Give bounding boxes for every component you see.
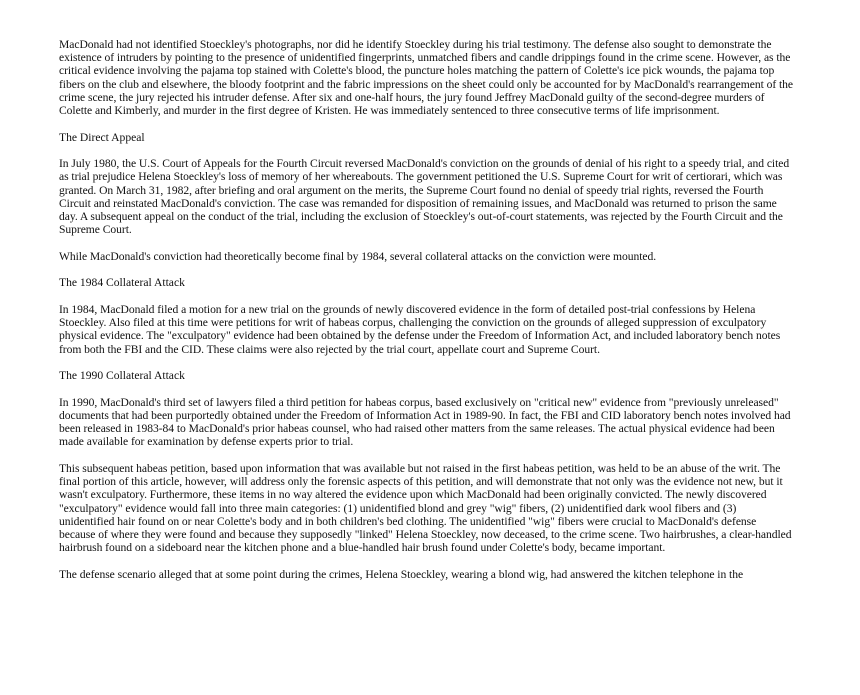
paragraph-1984-collateral-attack: In 1984, MacDonald filed a motion for a new trial on the grounds of newly discovered evidence in the form of detailed post-trial confessions by Helena Stoeckley. Also filed at this time were petitions for writ of habeas corpus, challenging the conviction on the grounds of alleged suppression of exculpatory physical evidence. The "exculpatory" evidence had been obtained by the defense under the Freedom of Information Act, and included laboratory bench notes from both the FBI and the CID. These claims were also rejected by the trial court, appellate court and Supreme Court. bbox=[59, 303, 781, 356]
paragraph-trial-verdict: MacDonald had not identified Stoeckley's photographs, nor did he identify Stoeckley during his trial testimony. The defense also sought to demonstrate the existence of intruders by pointing to the presence of unidentified fingerprints, unmatched fibers and candle drippings found in the crime scene. However, as the critical evidence involving the pajama top stained with Colette's blood, the puncture holes matching the pattern of Colette's ice pick wounds, the pajama top fibers on the club and elsewhere, the bloody footprint and the fabric impressions on the sheet could only be accounted for by MacDonald's rearrangement of the crime scene, the jury rejected his intruder defense. After six and one-half hours, the jury found Jeffrey MacDonald guilty of the second-degree murders of Colette and Kimberly, and murder in the first degree of Kristen. He was immediately sentenced to three consecutive terms of life imprisonment. bbox=[59, 38, 794, 118]
heading-1990-collateral-attack: The 1990 Collateral Attack bbox=[59, 369, 185, 383]
heading-1984-collateral-attack: The 1984 Collateral Attack bbox=[59, 276, 185, 290]
paragraph-collateral-intro: While MacDonald's conviction had theoretically become final by 1984, several collateral attacks on the conviction were mounted. bbox=[59, 249, 657, 263]
heading-direct-appeal: The Direct Appeal bbox=[59, 130, 145, 144]
paragraph-1990-collateral-attack: In 1990, MacDonald's third set of lawyers filed a third petition for habeas corpus, based exclusively on "critical new" evidence from "previously unreleased" documents that had been purportedly obtained under the Freedom of Information Act in 1989-90. In fact, the FBI and CID laboratory bench notes involved had been released in 1983-84 to MacDonald's prior habeas counsel, who had raised other matters from the same releases. The actual physical evidence had been made available for examination by defense experts prior to trial. bbox=[59, 395, 791, 449]
paragraph-habeas-petition-forensics: This subsequent habeas petition, based upon information that was available but not raised in the first habeas petition, was held to be an abuse of the writ. The final portion of this article, however, will address only the forensic aspects of this petition, and will demonstrate that not only was the evidence not new, but it wasn't exculpatory. Furthermore, these items in no way altered the evidence upon which MacDonald had been originally convicted. The newly discovered "exculpatory" evidence would fall into three main categories: (1) unidentified blond and grey "wig" fibers, (2) unidentified dark wool fibers and (3) unidentified hair found on or near Colette's body and in both children's bed clothing. The unidentified "wig" fibers were crucial to MacDonald's defense because of where they were found and because they supposedly "linked" Helena Stoeckley, now deceased, to the crime scene. Two hairbrushes, a clear-handled hairbrush found on a sideboard near the kitchen phone and a blue-handled hair brush found under Colette's body, became important. bbox=[59, 462, 792, 555]
paragraph-defense-scenario: The defense scenario alleged that at some point during the crimes, Helena Stoeckley, wearing a blond wig, had answered the kitchen telephone in the bbox=[59, 567, 744, 581]
paragraph-direct-appeal: In July 1980, the U.S. Court of Appeals for the Fourth Circuit reversed MacDonald's conviction on the grounds of denial of his right to a speedy trial, and cited as trial prejudice Helena Stoeckley's loss of memory of her whereabouts. The government petitioned the U.S. Supreme Court for writ of certiorari, which was granted. On March 31, 1982, after briefing and oral argument on the merits, the Supreme Court found no denial of speedy trial rights, reversed the Fourth Circuit and reinstated MacDonald's conviction. The case was remanded for disposition of remaining issues, and MacDonald was returned to prison the same day. A subsequent appeal on the conduct of the trial, including the exclusion of Stoeckley's out-of-court statements, was rejected by the Fourth Circuit and the Supreme Court. bbox=[59, 157, 790, 237]
